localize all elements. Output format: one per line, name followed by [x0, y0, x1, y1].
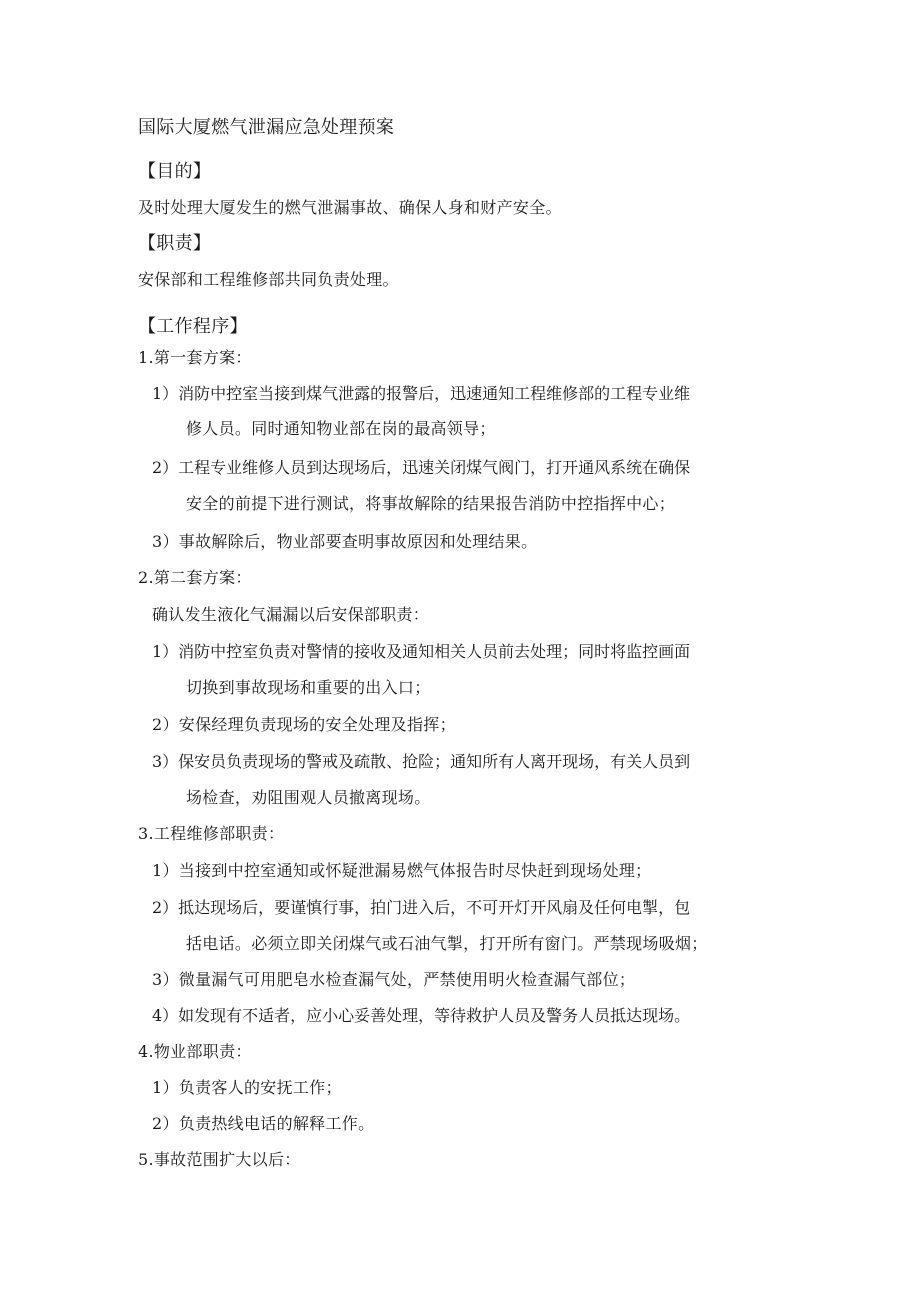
section-5-heading: 5.事故范围扩大以后： — [138, 1150, 301, 1169]
section-3-item-2: 2）抵达现场后，要谨慎行事，拍门进入后，不可开灯开风扇及任何电掣，包 — [152, 898, 691, 917]
section-4-item-1: 1）负责客人的安抚工作； — [152, 1078, 342, 1097]
section-1-item-1-cont: 修人员。同时通知物业部在岗的最高领导； — [186, 419, 496, 438]
purpose-text: 及时处理大厦发生的燃气泄漏事故、确保人身和财产安全。 — [138, 198, 562, 217]
procedure-heading: 【工作程序】 — [138, 316, 248, 337]
section-2-item-3: 3）保安员负责现场的警戒及疏散、抢险；通知所有人离开现场，有关人员到 — [152, 752, 691, 771]
section-3-heading: 3.工程维修部职责： — [138, 824, 285, 843]
section-4-heading: 4.物业部职责： — [138, 1042, 252, 1061]
duty-heading: 【职责】 — [138, 233, 212, 254]
section-3-item-4: 4）如发现有不适者，应小心妥善处理，等待救护人员及警务人员抵达现场。 — [152, 1006, 691, 1025]
section-2-item-1: 1）消防中控室负责对警情的接收及通知相关人员前去处理；同时将监控画面 — [152, 642, 691, 661]
section-2-item-1-cont: 切换到事故现场和重要的出入口； — [186, 678, 431, 697]
section-1-item-2: 2）工程专业维修人员到达现场后，迅速关闭煤气阀门，打开通风系统在确保 — [152, 458, 691, 477]
section-1-heading: 1.第一套方案： — [138, 348, 252, 367]
section-3-item-3: 3）微量漏气可用肥皂水检查漏气处，严禁使用明火检查漏气部位； — [152, 970, 636, 989]
section-3-item-1: 1）当接到中控室通知或怀疑泄漏易燃气体报告时尽快赶到现场处理； — [152, 861, 652, 880]
section-2-heading: 2.第二套方案： — [138, 568, 252, 587]
section-4-item-2: 2）负责热线电话的解释工作。 — [152, 1114, 375, 1133]
document-title: 国际大厦燃气泄漏应急处理预案 — [138, 117, 395, 138]
section-1-item-3: 3）事故解除后，物业部要查明事故原因和处理结果。 — [152, 532, 538, 551]
section-2-intro: 确认发生液化气漏漏以后安保部职责： — [152, 605, 430, 624]
section-3-item-2-cont: 括电话。必须立即关闭煤气或石油气掣，打开所有窗门。严禁现场吸烟； — [186, 934, 708, 953]
section-1-item-1: 1）消防中控室当接到煤气泄露的报警后，迅速通知工程维修部的工程专业维 — [152, 384, 691, 403]
purpose-heading: 【目的】 — [138, 161, 212, 182]
section-1-item-2-cont: 安全的前提下进行测试，将事故解除的结果报告消防中控指挥中心； — [186, 494, 676, 513]
duty-text: 安保部和工程维修部共同负责处理。 — [138, 270, 399, 289]
section-2-item-3-cont: 场检查，劝阻围观人员撤离现场。 — [186, 788, 431, 807]
section-2-item-2: 2）安保经理负责现场的安全处理及指挥； — [152, 715, 456, 734]
